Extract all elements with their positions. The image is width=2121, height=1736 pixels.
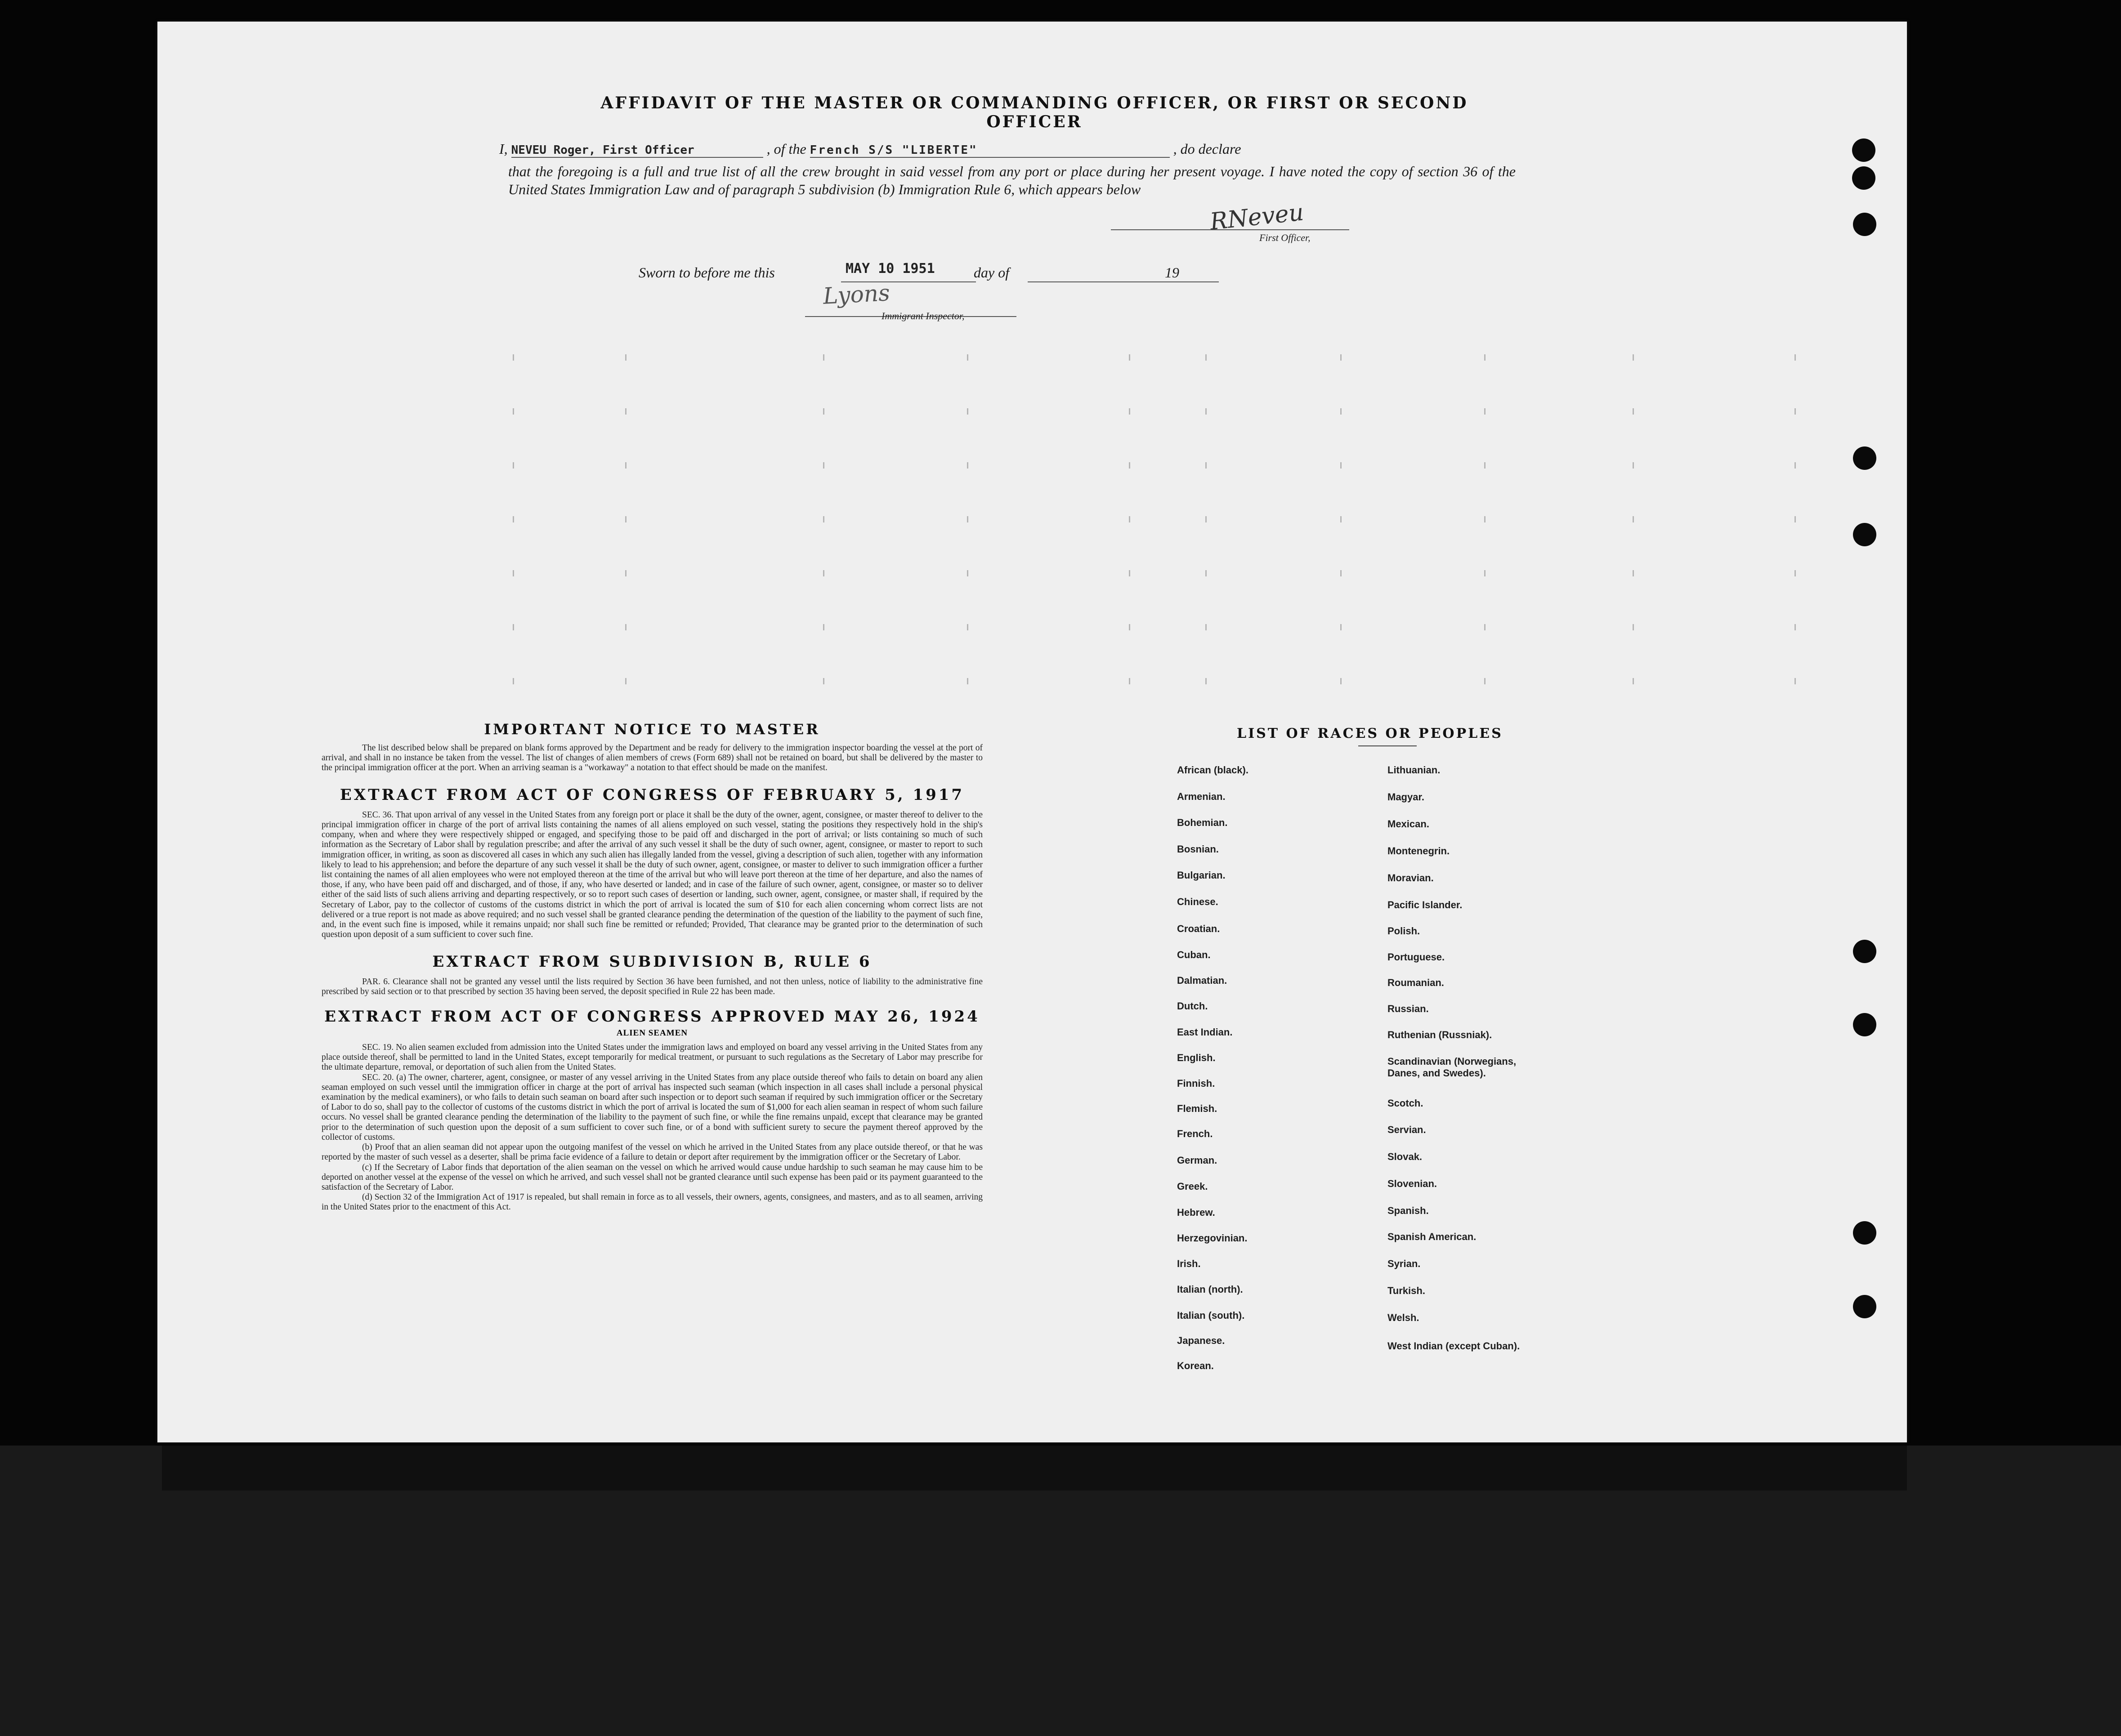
extract-1924-sec20c: (c) If the Secretary of Labor finds that deportation of the alien seaman on the vessel on which he arrived would cause undue hardship to such seaman he may cause him to be deported on another vessel at the expense of the vessel on which he arrived, and such vessel shall not be granted clearance until such expense has been paid or its payment guaranteed to the satisfaction of the Secretary of Labor. [322, 1162, 983, 1192]
declaration-end: , do declare [1173, 141, 1241, 157]
race-item: Croatian. [1177, 923, 1220, 934]
declaration-text: that the foregoing is a full and true list of all the crew brought in said vessel from any port or place during her present voyage. I have noted the copy of section 36 of the United States Immigration Law and of paragraph 5 subdivision (b) Immigration Rule 6, which appears below [508, 163, 1516, 197]
race-item: Slovak. [1387, 1151, 1423, 1162]
signature-caption: First Officer, [1259, 232, 1311, 243]
sworn-day-of: day of [974, 264, 1010, 281]
races-title: LIST OF RACES OR PEOPLES [1237, 726, 1503, 741]
race-item: Montenegrin. [1387, 845, 1450, 857]
race-item: Irish. [1177, 1258, 1201, 1269]
race-item: Italian (north). [1177, 1284, 1243, 1295]
race-item: Cuban. [1177, 949, 1211, 960]
declaration-line-1 [499, 141, 1511, 158]
extract-1924-subtitle: ALIEN SEAMEN [616, 1028, 688, 1038]
film-shadow [162, 1446, 1907, 1491]
race-item: East Indian. [1177, 1026, 1233, 1038]
race-item: Dutch. [1177, 1000, 1208, 1012]
race-item: German. [1177, 1155, 1217, 1166]
race-item: Welsh. [1387, 1312, 1419, 1323]
extract-rule6-title: EXTRACT FROM SUBDIVISION B, RULE 6 [432, 952, 872, 971]
race-item: Servian. [1387, 1124, 1426, 1135]
race-item: Turkish. [1387, 1285, 1425, 1296]
race-item: Lithuanian. [1387, 764, 1441, 776]
race-item: English. [1177, 1052, 1216, 1063]
manifest-sheet [157, 22, 1907, 1442]
extract-1924-title: EXTRACT FROM ACT OF CONGRESS APPROVED MAY 26, 1924 [324, 1007, 980, 1026]
race-item: Armenian. [1177, 791, 1226, 802]
officer-signature: RNeveu [1208, 199, 1305, 236]
race-item: Dalmatian. [1177, 975, 1227, 986]
race-item: Portuguese. [1387, 951, 1445, 963]
race-item: Herzegovinian. [1177, 1232, 1248, 1244]
race-item: Moravian. [1387, 872, 1434, 884]
race-item: Flemish. [1177, 1103, 1217, 1114]
inspector-caption: Immigrant Inspector, [882, 310, 965, 321]
date-stamp: MAY 10 1951 [846, 261, 935, 277]
race-item: Slovenian. [1387, 1178, 1437, 1189]
race-item: Chinese. [1177, 896, 1218, 907]
race-item: Bohemian. [1177, 817, 1228, 828]
race-item: Korean. [1177, 1360, 1214, 1371]
notice-intro: The list described below shall be prepared on blank forms approved by the Department and be ready for delivery to the immigration inspector boarding the vessel at the port of arrival, and shall in no instance be taken from the vessel. The list of changes of alien members of crews (Form 689) shall not be retained on board, but shall be delivered by the master to the principal immigration officer at the port. When an arriving seaman is a "workaway" a notation to that effect should be made on the manifest. [322, 743, 983, 773]
race-item: Japanese. [1177, 1335, 1225, 1346]
extract-1917-body: SEC. 36. That upon arrival of any vessel in the United States from any foreign port or place it shall be the duty of the owner, agent, consignee, or master thereof to deliver to the principal immigration officer in charge of the port of arrival lists containing the names of all aliens employed on such vessel, stating the positions they respectively hold in the ship's company, when and where they were respectively shipped or engaged, and specifying those to be paid off and discharged in the port of arrival; or lists containing so much of such information as the Secretary of Labor shall by regulation prescribe; and after the arrival of any such vessel it shall be the duty of such owner, agent, consignee, or master to report to such immigration officer, in writing, as soon as discovered all cases in which any such alien has illegally landed from the vessel, giving a description of such alien, together with any information likely to lead to his apprehension; and before the departure of any such vessel it shall be the duty of such owner, agent, consignee, or master to deliver to such immigration officer a further list containing the names of all alien employees who were not employed thereon at the time of the arrival but who will leave port thereon at the time of her departure, and also the names of those, if any, who have been paid off and discharged, and of those, if any, who have deserted or landed; and in case of the failure of such owner, agent, consignee, or master so to deliver either of the said lists of such aliens arriving and departing respectively, or so to report such cases of desertion or landing, such owner, agent, consignee, or master shall, if required by the Secretary of Labor, pay to the collector of customs of the customs district in which the port of arrival is located the sum of $10 for each alien concerning whom correct lists are not delivered or a true report is not made as above required; and no such vessel shall be granted clearance pending the determination of the question of the liability to the payment of such fine, and, in the event such fine is imposed, while it remains unpaid; nor shall such fine be remitted or refunded; Provided, That clearance may be granted prior to the determination of such question upon deposit of a sum sufficient to cover such fine. [322, 810, 983, 940]
race-item: Russian. [1387, 1003, 1429, 1014]
notice-section [322, 721, 983, 1213]
extract-1924-sec20a: SEC. 20. (a) The owner, charterer, agent, consignee, or master of any vessel arriving in the United States from any place outside thereof who fails to detain on board any alien seaman employed on such vessel until the immigration officer in charge at the port of arrival has inspected such seaman (which inspection in all cases shall include a personal physical examination by the medical examiners), or who fails to detain such seaman on board after such inspection or to deport such seaman if required by such immigration officer or the Secretary of Labor to do so, shall pay to the collector of customs of the customs district in which the port of arrival is located the sum of $1,000 for each alien seaman in respect of whom such failure occurs. No vessel shall be granted clearance pending the determination of the liability to the payment of such fine, or while the fine remains unpaid, except that clearance may be granted prior to the determination of such question upon the deposit of a sum sufficient to cover such fine, or of a bond with sufficient surety to secure the payment thereof approved by the collector of customs. [322, 1072, 983, 1142]
race-item: Bulgarian. [1177, 870, 1226, 881]
race-item: Roumanian. [1387, 977, 1444, 988]
declaration-of: , of the [766, 141, 806, 157]
officer-name: NEVEU Roger, First Officer [511, 143, 763, 158]
race-item: Magyar. [1387, 791, 1424, 803]
notice-title: IMPORTANT NOTICE TO MASTER [484, 721, 820, 738]
races-title-rule [1358, 745, 1417, 746]
race-item: Greek. [1177, 1181, 1208, 1192]
race-item: Spanish American. [1387, 1231, 1477, 1242]
race-item: Pacific Islander. [1387, 899, 1463, 910]
extract-1924-sec19: SEC. 19. No alien seamen excluded from admission into the United States under the immigration laws and employed on board any vessel arriving in the United States from any place outside thereof, shall be permitted to land in the United States, except temporarily for medical treatment, or pursuant to such regulations as the Secretary of Labor may prescribe for the ultimate departure, removal, or deportation of such alien from the United States. [322, 1042, 983, 1072]
sworn-prefix: Sworn to before me this [639, 264, 775, 281]
race-item: Finnish. [1177, 1078, 1215, 1089]
race-item: African (black). [1177, 764, 1248, 776]
declaration-prefix: I, [499, 141, 508, 157]
extract-1917-title: EXTRACT FROM ACT OF CONGRESS OF FEBRUARY 5, 1917 [340, 785, 965, 804]
inspector-signature: Lyons [822, 280, 890, 309]
year-line [1183, 281, 1219, 282]
race-item: Italian (south). [1177, 1310, 1245, 1321]
sworn-year: 19 [1165, 264, 1179, 281]
race-item: Scotch. [1387, 1098, 1423, 1109]
race-item: Bosnian. [1177, 843, 1219, 855]
race-item: Hebrew. [1177, 1207, 1215, 1218]
affidavit-title: AFFIDAVIT OF THE MASTER OR COMMANDING OFFICER, OR FIRST OR SECOND OFFICER [600, 94, 1468, 131]
race-item: Mexican. [1387, 818, 1429, 830]
race-item: French. [1177, 1128, 1213, 1139]
month-line [1028, 281, 1194, 282]
vessel-name: French S/S "LIBERTE" [810, 143, 1170, 158]
race-item: Spanish. [1387, 1205, 1429, 1216]
race-item: Ruthenian (Russniak). [1387, 1029, 1492, 1040]
signature-line [1111, 229, 1349, 230]
extract-1924-sec20b: (b) Proof that an alien seaman did not appear upon the outgoing manifest of the vessel on which he arrived in the United States from any place outside thereof, or that he was reported by the master of such vessel as a deserter, shall be prima facie evidence of a failure to detain or deport after requirement by the immigration officer or the Secretary of Labor. [322, 1142, 983, 1162]
race-item: Scandinavian (Norwegians, Danes, and Swedes). [1387, 1056, 1517, 1079]
race-item: Syrian. [1387, 1258, 1421, 1269]
extract-1924-sec20d: (d) Section 32 of the Immigration Act of 1917 is repealed, but shall remain in force as to all vessels, their owners, agents, consignees, and masters, and as to all seamen, arriving in the United States prior to the enactment of this Act. [322, 1192, 983, 1212]
extract-rule6-body: PAR. 6. Clearance shall not be granted any vessel until the lists required by Section 36 have been furnished, and not then unless, notice of liability to the administrative fine prescribed by said section or to that prescribed by section 35 having been served, the deposit specified in Rule 22 has been made. [322, 977, 983, 996]
race-item: Polish. [1387, 925, 1420, 937]
race-item: West Indian (except Cuban). [1387, 1340, 1520, 1352]
